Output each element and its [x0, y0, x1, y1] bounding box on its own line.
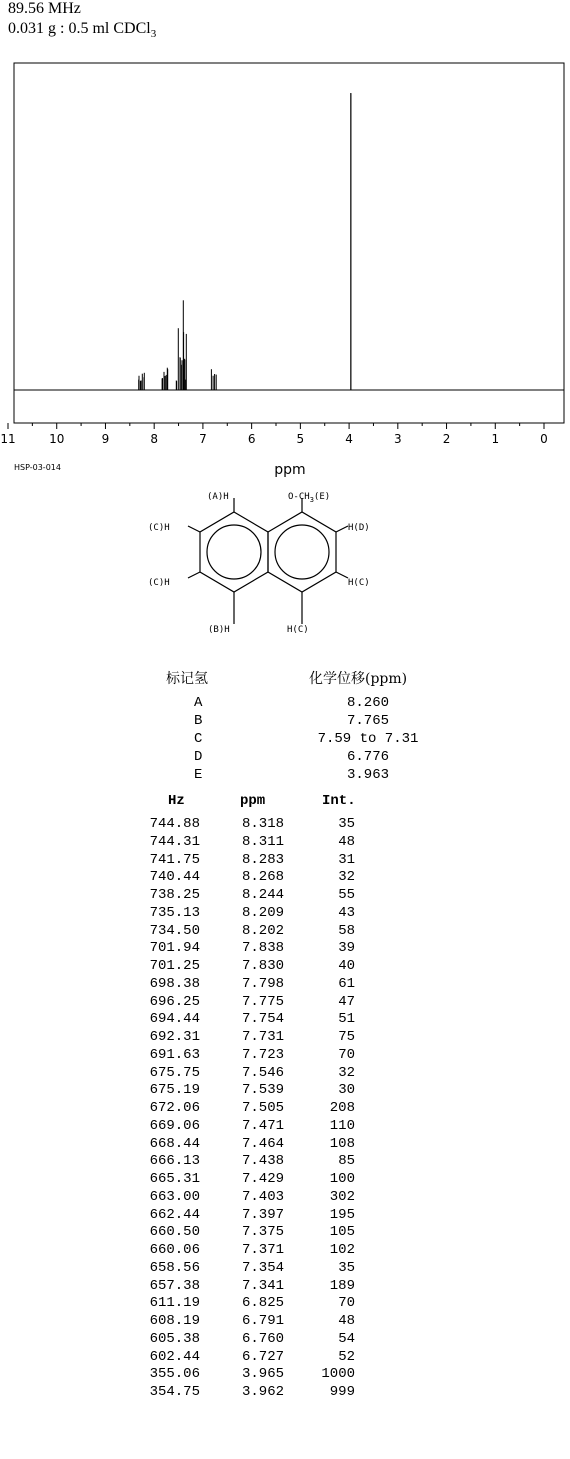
peak-header-hz: Hz — [168, 793, 185, 809]
assignment-shift: 6.776 — [346, 749, 390, 765]
assignment-hydrogen: B — [194, 713, 203, 729]
peak-intensity: 35 — [338, 1259, 355, 1276]
peak-intensity: 51 — [338, 1011, 355, 1028]
x-tick-label: 7 — [199, 432, 207, 446]
assignment-row — [0, 767, 570, 783]
peak-ppm: 7.354 — [241, 1259, 284, 1276]
peak-table-row — [0, 975, 570, 993]
peak-ppm: 8.244 — [241, 887, 284, 903]
peak-hz: 741.75 — [149, 851, 200, 868]
peak-table-row — [0, 833, 570, 851]
peak-hz: 691.63 — [149, 1046, 200, 1063]
label-b: (B)H — [208, 625, 230, 635]
assignment-shift: 7.59 to 7.31 — [317, 731, 419, 747]
x-tick-label: 10 — [49, 432, 65, 446]
peak-ppm: 3.962 — [241, 1384, 284, 1400]
label-c-bottom-left: (C)H — [148, 578, 170, 588]
assignment-row — [0, 749, 570, 765]
peak-hz: 608.19 — [149, 1313, 200, 1329]
peak-ppm: 7.754 — [241, 1011, 284, 1028]
peak-table-row — [0, 1064, 570, 1082]
label-c-right: H(C) — [348, 578, 370, 588]
peak-table-row — [0, 1277, 570, 1295]
peak-hz: 660.50 — [149, 1224, 200, 1241]
peak-ppm: 8.311 — [241, 833, 284, 850]
label-ome — [288, 492, 330, 504]
structure-bonds — [188, 498, 348, 624]
peak-hz: 696.25 — [149, 993, 200, 1010]
assignment-hydrogen: C — [194, 731, 203, 747]
label-ome-tag: (E) — [313, 492, 331, 502]
peak-hz: 744.88 — [149, 816, 200, 832]
assignment-row — [0, 695, 570, 711]
peak-table-row — [0, 939, 570, 957]
peak-intensity: 189 — [329, 1277, 355, 1294]
peak-hz: 611.19 — [149, 1295, 200, 1312]
peak-ppm: 7.397 — [241, 1206, 284, 1223]
peak-table-row — [0, 1312, 570, 1330]
peak-ppm: 7.775 — [241, 993, 284, 1010]
spectrometer-frequency: 89.56 MHz — [8, 0, 81, 17]
left-ring-aromatic-circle — [207, 525, 261, 579]
peak-hz: 734.50 — [149, 922, 200, 939]
peak-table-row — [0, 815, 570, 833]
right-ring — [268, 512, 336, 592]
peak-intensity: 43 — [338, 904, 355, 921]
label-d: H(D) — [348, 523, 370, 533]
bond-c-right — [336, 572, 348, 578]
x-tick-label: 9 — [101, 432, 110, 446]
peak-intensity: 48 — [338, 1313, 355, 1329]
peak-intensity: 30 — [338, 1082, 355, 1099]
peak-table-header — [0, 792, 570, 810]
peak-ppm: 7.539 — [241, 1082, 284, 1099]
peak-table-row — [0, 1383, 570, 1401]
peak-ppm: 6.791 — [241, 1313, 284, 1329]
peak-table-row — [0, 1206, 570, 1224]
peak-intensity: 100 — [329, 1171, 355, 1187]
x-tick-label: 8 — [150, 432, 159, 446]
peak-table-row — [0, 1170, 570, 1188]
peak-table-row — [0, 886, 570, 904]
peak-intensity: 55 — [338, 887, 355, 903]
peak-hz: 658.56 — [149, 1259, 200, 1276]
sample-description — [8, 20, 156, 43]
right-ring-aromatic-circle — [275, 525, 329, 579]
spectrum-peaks — [14, 93, 564, 390]
peak-intensity: 32 — [338, 869, 355, 886]
peak-hz: 354.75 — [149, 1384, 200, 1400]
assignment-hydrogen: D — [194, 749, 203, 765]
sample-subscript: 3 — [150, 28, 157, 40]
peak-hz: 675.75 — [149, 1064, 200, 1081]
peak-table-row — [0, 1294, 570, 1312]
peak-ppm: 6.760 — [241, 1330, 284, 1347]
bond-c-bottom-left — [188, 572, 200, 578]
peak-intensity: 58 — [338, 922, 355, 939]
peak-hz: 665.31 — [149, 1171, 200, 1187]
label-c-top-left: (C)H — [148, 523, 170, 533]
peak-intensity: 102 — [329, 1242, 355, 1258]
assignment-shift: 3.963 — [346, 767, 390, 783]
peak-intensity: 39 — [338, 940, 355, 957]
nmr-spectrum-chart — [0, 58, 570, 483]
peak-hz: 701.94 — [149, 940, 200, 957]
peak-hz: 605.38 — [149, 1330, 200, 1347]
peak-table-row — [0, 1099, 570, 1117]
peak-table-row — [0, 1241, 570, 1259]
peak-table-row — [0, 851, 570, 869]
peak-table-row — [0, 1223, 570, 1241]
peak-hz: 738.25 — [149, 887, 200, 903]
assignment-shift: 8.260 — [346, 695, 390, 711]
assignment-hydrogen: A — [194, 695, 203, 711]
peak-hz: 675.19 — [149, 1082, 200, 1099]
peak-hz: 698.38 — [149, 975, 200, 992]
naphthalene-structure-diagram — [120, 486, 420, 642]
peak-intensity: 75 — [338, 1029, 355, 1045]
peak-intensity: 195 — [329, 1206, 355, 1223]
label-ome-text: O-CH — [288, 492, 310, 502]
peak-intensity: 54 — [338, 1330, 355, 1347]
spectrum-id: HSP-03-014 — [14, 463, 61, 472]
bond-c-top-left — [188, 526, 200, 532]
label-c-bottom: H(C) — [287, 625, 309, 635]
peak-intensity: 999 — [329, 1384, 355, 1400]
peak-ppm: 7.471 — [241, 1117, 284, 1134]
peak-ppm: 6.727 — [241, 1348, 284, 1365]
peak-intensity: 70 — [338, 1046, 355, 1063]
peak-ppm: 7.546 — [241, 1064, 284, 1081]
peak-table-row — [0, 1117, 570, 1135]
peak-table-row — [0, 922, 570, 940]
peak-ppm: 8.268 — [241, 869, 284, 886]
x-tick-label: 11 — [0, 432, 16, 446]
x-axis-ticks — [0, 423, 547, 446]
peak-hz: 602.44 — [149, 1348, 200, 1365]
peak-hz: 692.31 — [149, 1029, 200, 1045]
assignment-row — [0, 731, 570, 747]
x-axis-label: ppm — [274, 462, 306, 478]
peak-intensity: 32 — [338, 1064, 355, 1081]
peak-ppm: 7.464 — [241, 1135, 284, 1152]
x-tick-label: 5 — [296, 432, 305, 446]
plot-frame — [14, 63, 564, 423]
peak-hz: 660.06 — [149, 1242, 200, 1258]
peak-hz: 701.25 — [149, 958, 200, 974]
peak-ppm: 7.838 — [241, 940, 284, 957]
peak-intensity: 40 — [338, 958, 355, 974]
peak-table-row — [0, 1152, 570, 1170]
peak-header-int: Int. — [322, 793, 356, 809]
peak-table-row — [0, 1259, 570, 1277]
peak-hz: 668.44 — [149, 1135, 200, 1152]
peak-hz: 355.06 — [149, 1366, 200, 1383]
peak-table-row — [0, 1046, 570, 1064]
x-tick-label: 4 — [345, 432, 353, 446]
peak-ppm: 7.438 — [241, 1153, 284, 1170]
assignment-hydrogen: E — [194, 767, 203, 783]
sample-text: 0.031 g : 0.5 ml CDCl — [8, 20, 151, 37]
x-tick-label: 3 — [393, 432, 402, 446]
assignment-header-hydrogen: 标记氢 — [166, 671, 208, 687]
peak-intensity: 61 — [338, 975, 355, 992]
peak-intensity: 48 — [338, 833, 355, 850]
peak-table-row — [0, 1348, 570, 1366]
peak-table-row — [0, 957, 570, 975]
peak-ppm: 7.371 — [241, 1242, 284, 1258]
x-tick-label: 1 — [491, 432, 500, 446]
peak-ppm: 3.965 — [241, 1366, 284, 1383]
peak-ppm: 7.830 — [241, 958, 284, 974]
peak-ppm: 8.209 — [241, 904, 284, 921]
left-ring — [200, 512, 268, 592]
peak-intensity: 47 — [338, 993, 355, 1010]
peak-intensity: 110 — [329, 1117, 355, 1134]
peak-intensity: 105 — [329, 1224, 355, 1241]
assignment-header-shift: 化学位移(ppm) — [309, 671, 408, 687]
peak-hz: 657.38 — [149, 1277, 200, 1294]
peak-hz: 694.44 — [149, 1011, 200, 1028]
peak-hz: 672.06 — [149, 1100, 200, 1116]
peak-ppm: 7.341 — [241, 1277, 284, 1294]
assignment-shift: 7.765 — [346, 713, 390, 729]
peak-table-row — [0, 1028, 570, 1046]
peak-ppm: 7.723 — [241, 1046, 284, 1063]
peak-ppm: 8.202 — [241, 922, 284, 939]
peak-intensity: 1000 — [321, 1366, 355, 1383]
peak-hz: 662.44 — [149, 1206, 200, 1223]
peak-hz: 663.00 — [149, 1188, 200, 1205]
assignment-row — [0, 713, 570, 729]
peak-ppm: 7.505 — [241, 1100, 284, 1116]
peak-table-row — [0, 1330, 570, 1348]
peak-ppm: 7.375 — [241, 1224, 284, 1241]
peak-ppm: 8.318 — [241, 816, 284, 832]
peak-hz: 669.06 — [149, 1117, 200, 1134]
peak-ppm: 6.825 — [241, 1295, 284, 1312]
peak-intensity: 52 — [338, 1348, 355, 1365]
peak-header-ppm: ppm — [240, 793, 266, 809]
peak-table-row — [0, 868, 570, 886]
peak-ppm: 8.283 — [241, 851, 284, 868]
label-ome-sub: 3 — [309, 496, 314, 504]
peak-ppm: 7.403 — [241, 1188, 284, 1205]
peak-intensity: 108 — [329, 1135, 355, 1152]
peak-table-row — [0, 1188, 570, 1206]
peak-table-row — [0, 1135, 570, 1153]
bond-d — [336, 526, 348, 532]
peak-ppm: 7.731 — [241, 1029, 284, 1045]
peak-intensity: 302 — [329, 1188, 355, 1205]
peak-table-row — [0, 993, 570, 1011]
peak-intensity: 31 — [338, 851, 355, 868]
peak-hz: 735.13 — [149, 904, 200, 921]
peak-hz: 740.44 — [149, 869, 200, 886]
peak-intensity: 35 — [338, 816, 355, 832]
peak-hz: 666.13 — [149, 1153, 200, 1170]
x-tick-label: 0 — [540, 432, 548, 446]
x-tick-label: 6 — [247, 432, 256, 446]
peak-table-row — [0, 1365, 570, 1383]
peak-hz: 744.31 — [149, 833, 200, 850]
peak-table-row — [0, 1010, 570, 1028]
peak-table-row — [0, 904, 570, 922]
peak-intensity: 70 — [338, 1295, 355, 1312]
peak-ppm: 7.429 — [241, 1171, 284, 1187]
peak-intensity: 85 — [338, 1153, 355, 1170]
x-tick-label: 2 — [442, 432, 451, 446]
peak-table-row — [0, 1081, 570, 1099]
peak-ppm: 7.798 — [241, 975, 284, 992]
peak-intensity: 208 — [329, 1100, 355, 1116]
label-a: (A)H — [207, 492, 229, 502]
